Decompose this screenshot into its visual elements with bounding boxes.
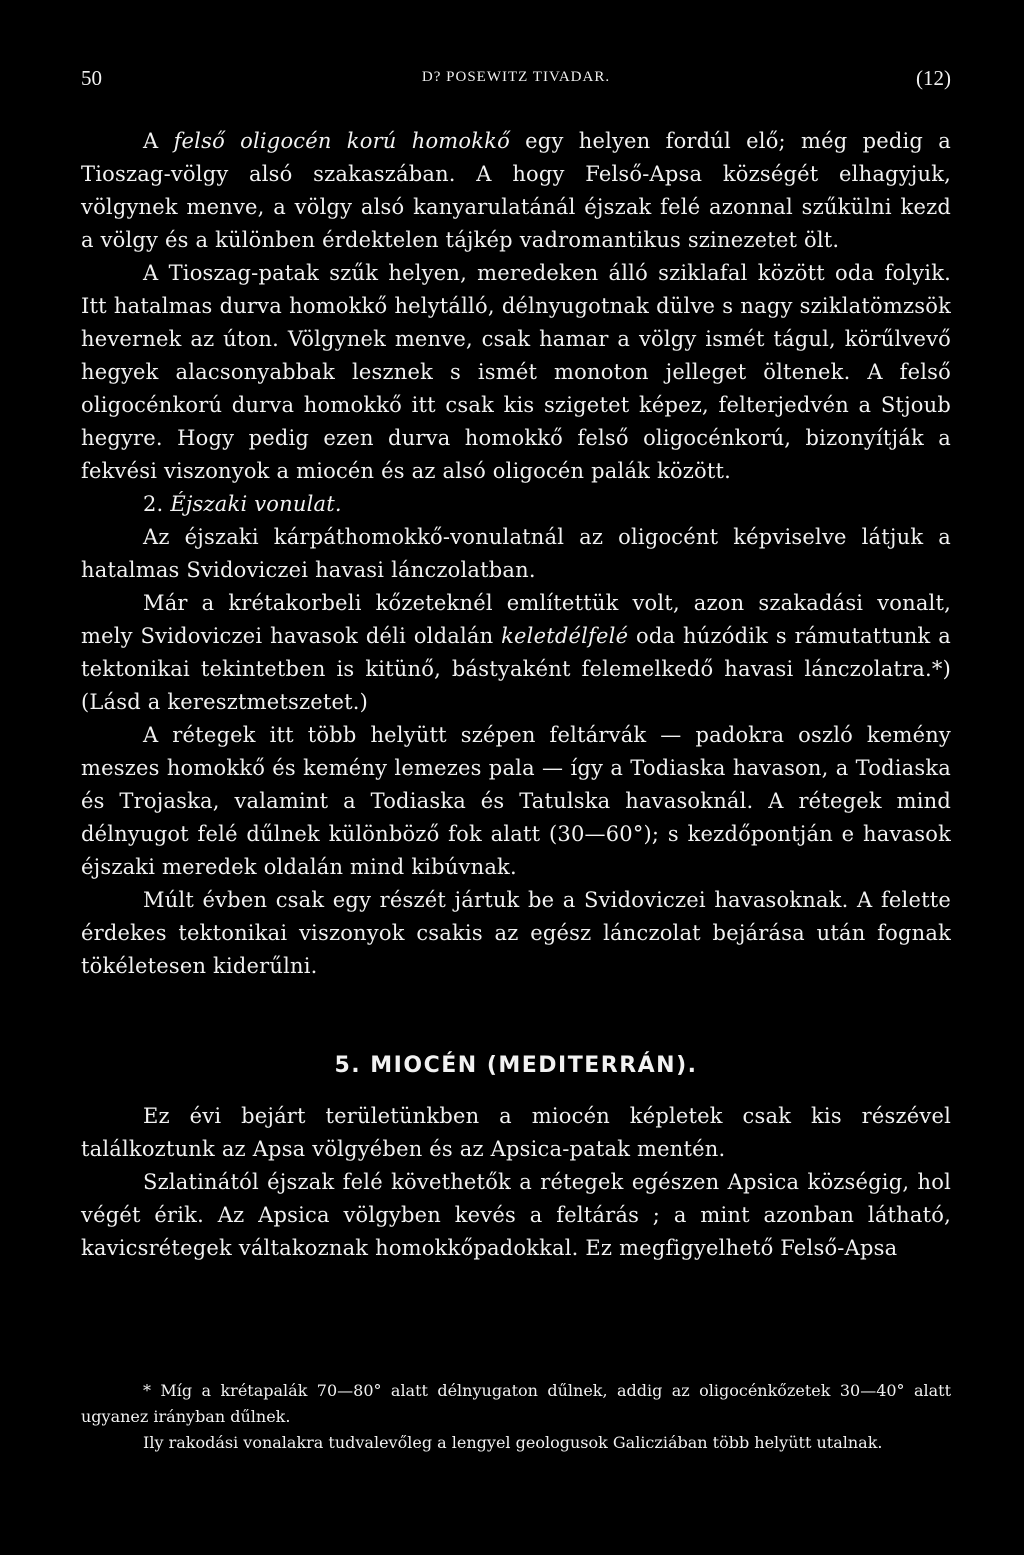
paragraph-5: A rétegek itt több helyütt szépen feltárvák — padokra oszló kemény meszes homokkő és kemény lemezes pala — így a Todiaska havason, a Todiaska és Trojaska, valamint a Todiaska és Tatulska havasoknál. A rétegek mind délnyugot felé dűlnek különböző fok alatt (30—60°); s kezdőpontján e havasok éjszaki meredek oldalán mind kibúvnak. (81, 723, 951, 879)
subsection-number: 2. (143, 492, 171, 516)
page-body (81, 125, 951, 1265)
paragraph-4-lead: Már a krétakorbeli kőzeteknél említettük volt, azon szakadási vonalt, mely Svidoviczei havasok déli oldalán (81, 591, 951, 648)
paragraph-6: Múlt évben csak egy részét jártuk be a Svidoviczei havasoknak. A felette érdekes tektonikai viszonyok csakis az egész lánczolat bejárása után fognak tökéletesen kiderűlni. (81, 888, 951, 978)
paragraph-4-emphasis: keletdélfelé (501, 624, 629, 648)
footnotes (81, 1378, 951, 1456)
paragraph-4 (81, 587, 951, 719)
running-title: D? POSEWITZ TIVADAR. (421, 69, 611, 85)
paragraph-1-lead: A (143, 129, 174, 153)
paragraph-8: Szlatinától éjszak felé követhetők a rétegek egészen Apsica községig, hol végét érik. Az Apsica völgyben kevés a feltárás ; a mint azonban látható, kavicsrétegek váltakoznak homokkőpadokkal. Ez megfigyelhető Felső-Apsa (81, 1170, 951, 1260)
paragraph-1 (81, 125, 951, 257)
subsection-heading (81, 488, 951, 521)
section-number: (12) (916, 66, 951, 90)
page-header (81, 66, 951, 106)
section-heading: 5. MIOCÉN (MEDITERRÁN). (334, 1053, 698, 1078)
subsection-title: Éjszaki vonulat. (170, 492, 342, 516)
paragraph-2: A Tioszag-patak szűk helyen, meredeken álló sziklafal között oda folyik. Itt hatalmas durva homokkő helytálló, délnyugotnak dülve s nagy sziklatömzsök hevernek az úton. Völgynek menve, csak hamar a völgy ismét tágul, körűlvevő hegyek alacsonyabbak lesznek s ismét monoton jelleget öltenek. A felső oligocénkorú durva homokkő itt csak kis szigetet képez, felterjedvén a Stjoub hegyre. Hogy pedig ezen durva homokkő felső oligocénkorú, bizonyítják a fekvési viszonyok a miocén és az alsó oligocén palák között. (81, 261, 951, 483)
paragraph-1-text: egy helyen fordúl elő; még pedig a Tioszag-völgy alsó szakaszában. A hogy Felső-Apsa községét elhagyjuk, völgynek menve, a völgy alsó kanyarulatánál éjszak felé azonnal szűkülni kezd a völgy és a különben érdektelen tájkép vadromantikus szinezetet ölt. (81, 129, 951, 252)
paragraph-1-emphasis: felső oligocén korú homokkő (173, 129, 510, 153)
footnote-1: * Míg a krétapalák 70—80° alatt délnyugaton dűlnek, addig az oligocénkőzetek 30—40° alatt ugyanez irányban dűlnek. (81, 1381, 951, 1426)
footnote-2: Ily rakodási vonalakra tudvalevőleg a lengyel geologusok Galicziában több helyütt utalnak. (143, 1433, 883, 1452)
page-number: 50 (81, 66, 102, 90)
paragraph-7: Ez évi bejárt területünkben a miocén képletek csak kis részével találkoztunk az Apsa völgyében és az Apsica-patak mentén. (81, 1104, 951, 1161)
paragraph-3: Az éjszaki kárpáthomokkő-vonulatnál az oligocént képviselve látjuk a hatalmas Svidoviczei havasi lánczolatban. (81, 525, 951, 582)
paragraph-4-text: oda húzódik s rámutattunk a tektonikai tekintetben is kitünő, bástyaként felemelkedő havasi lánczolatra.*) (Lásd a keresztmetszetet.) (81, 624, 951, 714)
